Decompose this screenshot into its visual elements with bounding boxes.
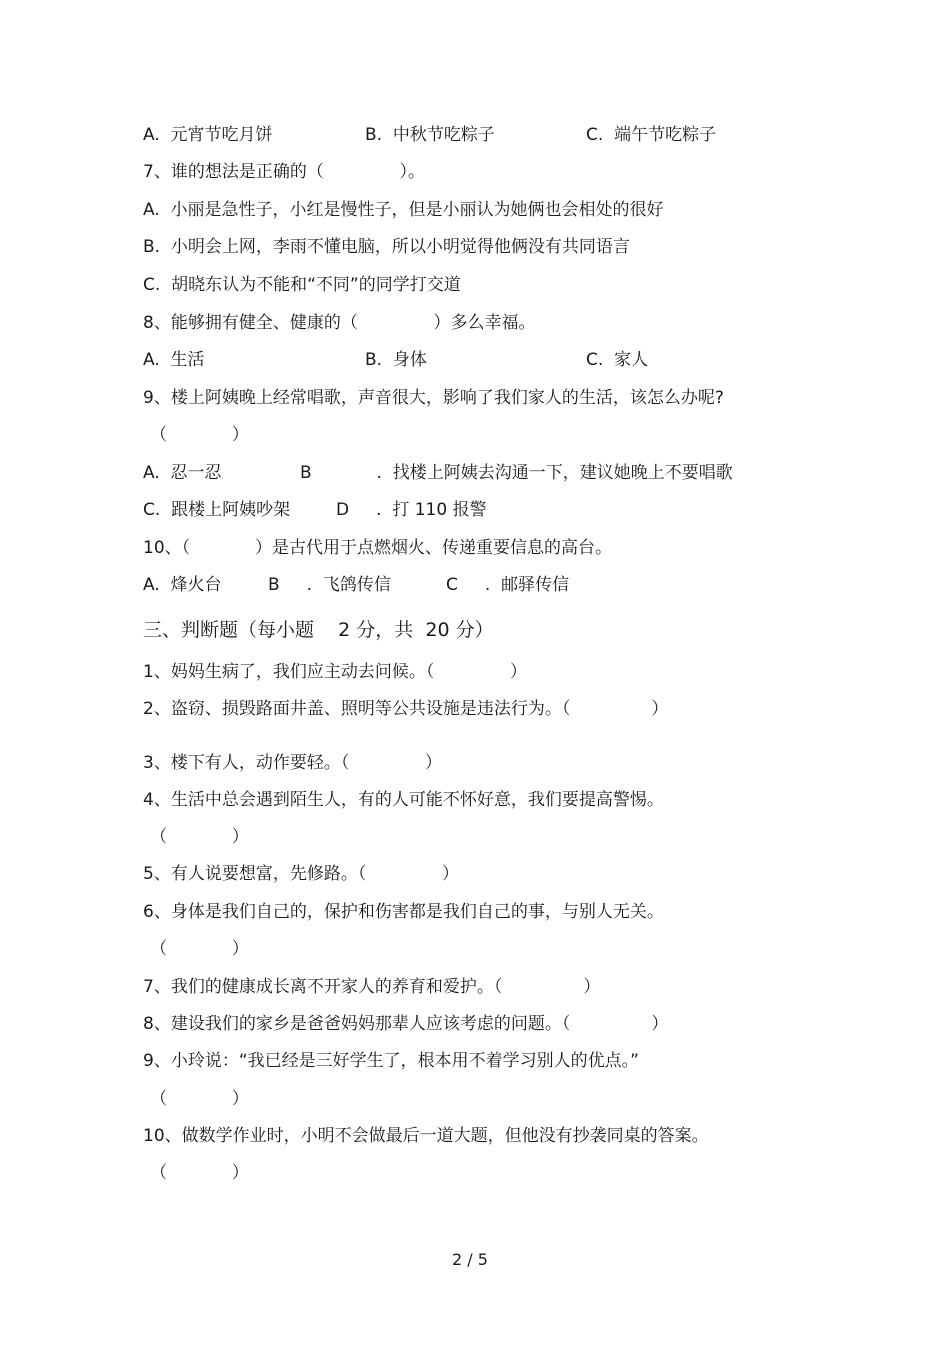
judge-item-10: 10、做数学作业时，小明不会做最后一道大题，但他没有抄袭同桌的答案。 <box>143 1126 709 1146</box>
judge-item-9-paren: （ ） <box>150 1089 249 1109</box>
q9-option-a: A. 忍一忍 <box>143 463 222 483</box>
q6-option-a: A. 元宵节吃月饼 <box>143 125 273 145</box>
judge-item-10-paren: （ ） <box>150 1163 249 1183</box>
judge-item-3: 3、楼下有人，动作要轻。（ ） <box>143 753 442 773</box>
judge-item-7: 7、我们的健康成长离不开家人的养育和爱护。（ ） <box>143 977 601 997</box>
q10-option-b: B . 飞鸽传信 <box>268 575 391 595</box>
q8-stem: 8、能够拥有健全、健康的（ ）多么幸福。 <box>143 313 536 333</box>
q6-option-b: B. 中秋节吃粽子 <box>365 125 495 145</box>
q9-option-d: D . 打 110 报警 <box>336 500 487 520</box>
q9-stem: 9、楼上阿姨晚上经常唱歌，声音很大，影响了我们家人的生活，该怎么办呢? <box>143 388 724 408</box>
judge-item-6: 6、身体是我们自己的，保护和伤害都是我们自己的事，与别人无关。 <box>143 902 664 922</box>
q7-option-a: A. 小丽是急性子，小红是慢性子，但是小丽认为她俩也会相处的很好 <box>143 200 664 220</box>
q10-option-a: A. 烽火台 <box>143 575 222 595</box>
q10-stem: 10、（ ）是古代用于点燃烟火、传递重要信息的高台。 <box>143 538 612 558</box>
q9-option-b: B . 找楼上阿姨去沟通一下，建议她晚上不要唱歌 <box>300 463 733 483</box>
judge-item-2: 2、盗窃、损毁路面井盖、照明等公共设施是违法行为。（ ） <box>143 699 669 719</box>
judge-item-9: 9、小玲说：“我已经是三好学生了，根本用不着学习别人的优点。” <box>143 1051 639 1071</box>
section-3-title: 三、判断题（每小题 2 分，共 20 分） <box>143 619 494 641</box>
judge-item-4: 4、生活中总会遇到陌生人，有的人可能不怀好意，我们要提高警惕。 <box>143 790 664 810</box>
judge-item-8: 8、建设我们的家乡是爸爸妈妈那辈人应该考虑的问题。（ ） <box>143 1014 669 1034</box>
page-number: 2 / 5 <box>452 1250 488 1269</box>
judge-item-6-paren: （ ） <box>150 939 249 959</box>
q7-stem: 7、谁的想法是正确的（ ）。 <box>143 162 425 182</box>
q6-option-c: C. 端午节吃粽子 <box>586 125 717 145</box>
q7-option-c: C. 胡晓东认为不能和“不同”的同学打交道 <box>143 275 461 295</box>
judge-item-1: 1、妈妈生病了，我们应主动去问候。（ ） <box>143 662 527 682</box>
q7-option-b: B. 小明会上网，李雨不懂电脑，所以小明觉得他俩没有共同语言 <box>143 237 630 257</box>
q8-option-b: B. 身体 <box>365 350 427 370</box>
q9-answer-paren: （ ） <box>150 425 249 445</box>
judge-item-4-paren: （ ） <box>150 827 249 847</box>
q8-option-a: A. 生活 <box>143 350 205 370</box>
q9-option-c: C. 跟楼上阿姨吵架 <box>143 500 291 520</box>
q8-option-c: C. 家人 <box>586 350 649 370</box>
q10-option-c: C . 邮驿传信 <box>446 575 570 595</box>
judge-item-5: 5、有人说要想富，先修路。（ ） <box>143 864 459 884</box>
